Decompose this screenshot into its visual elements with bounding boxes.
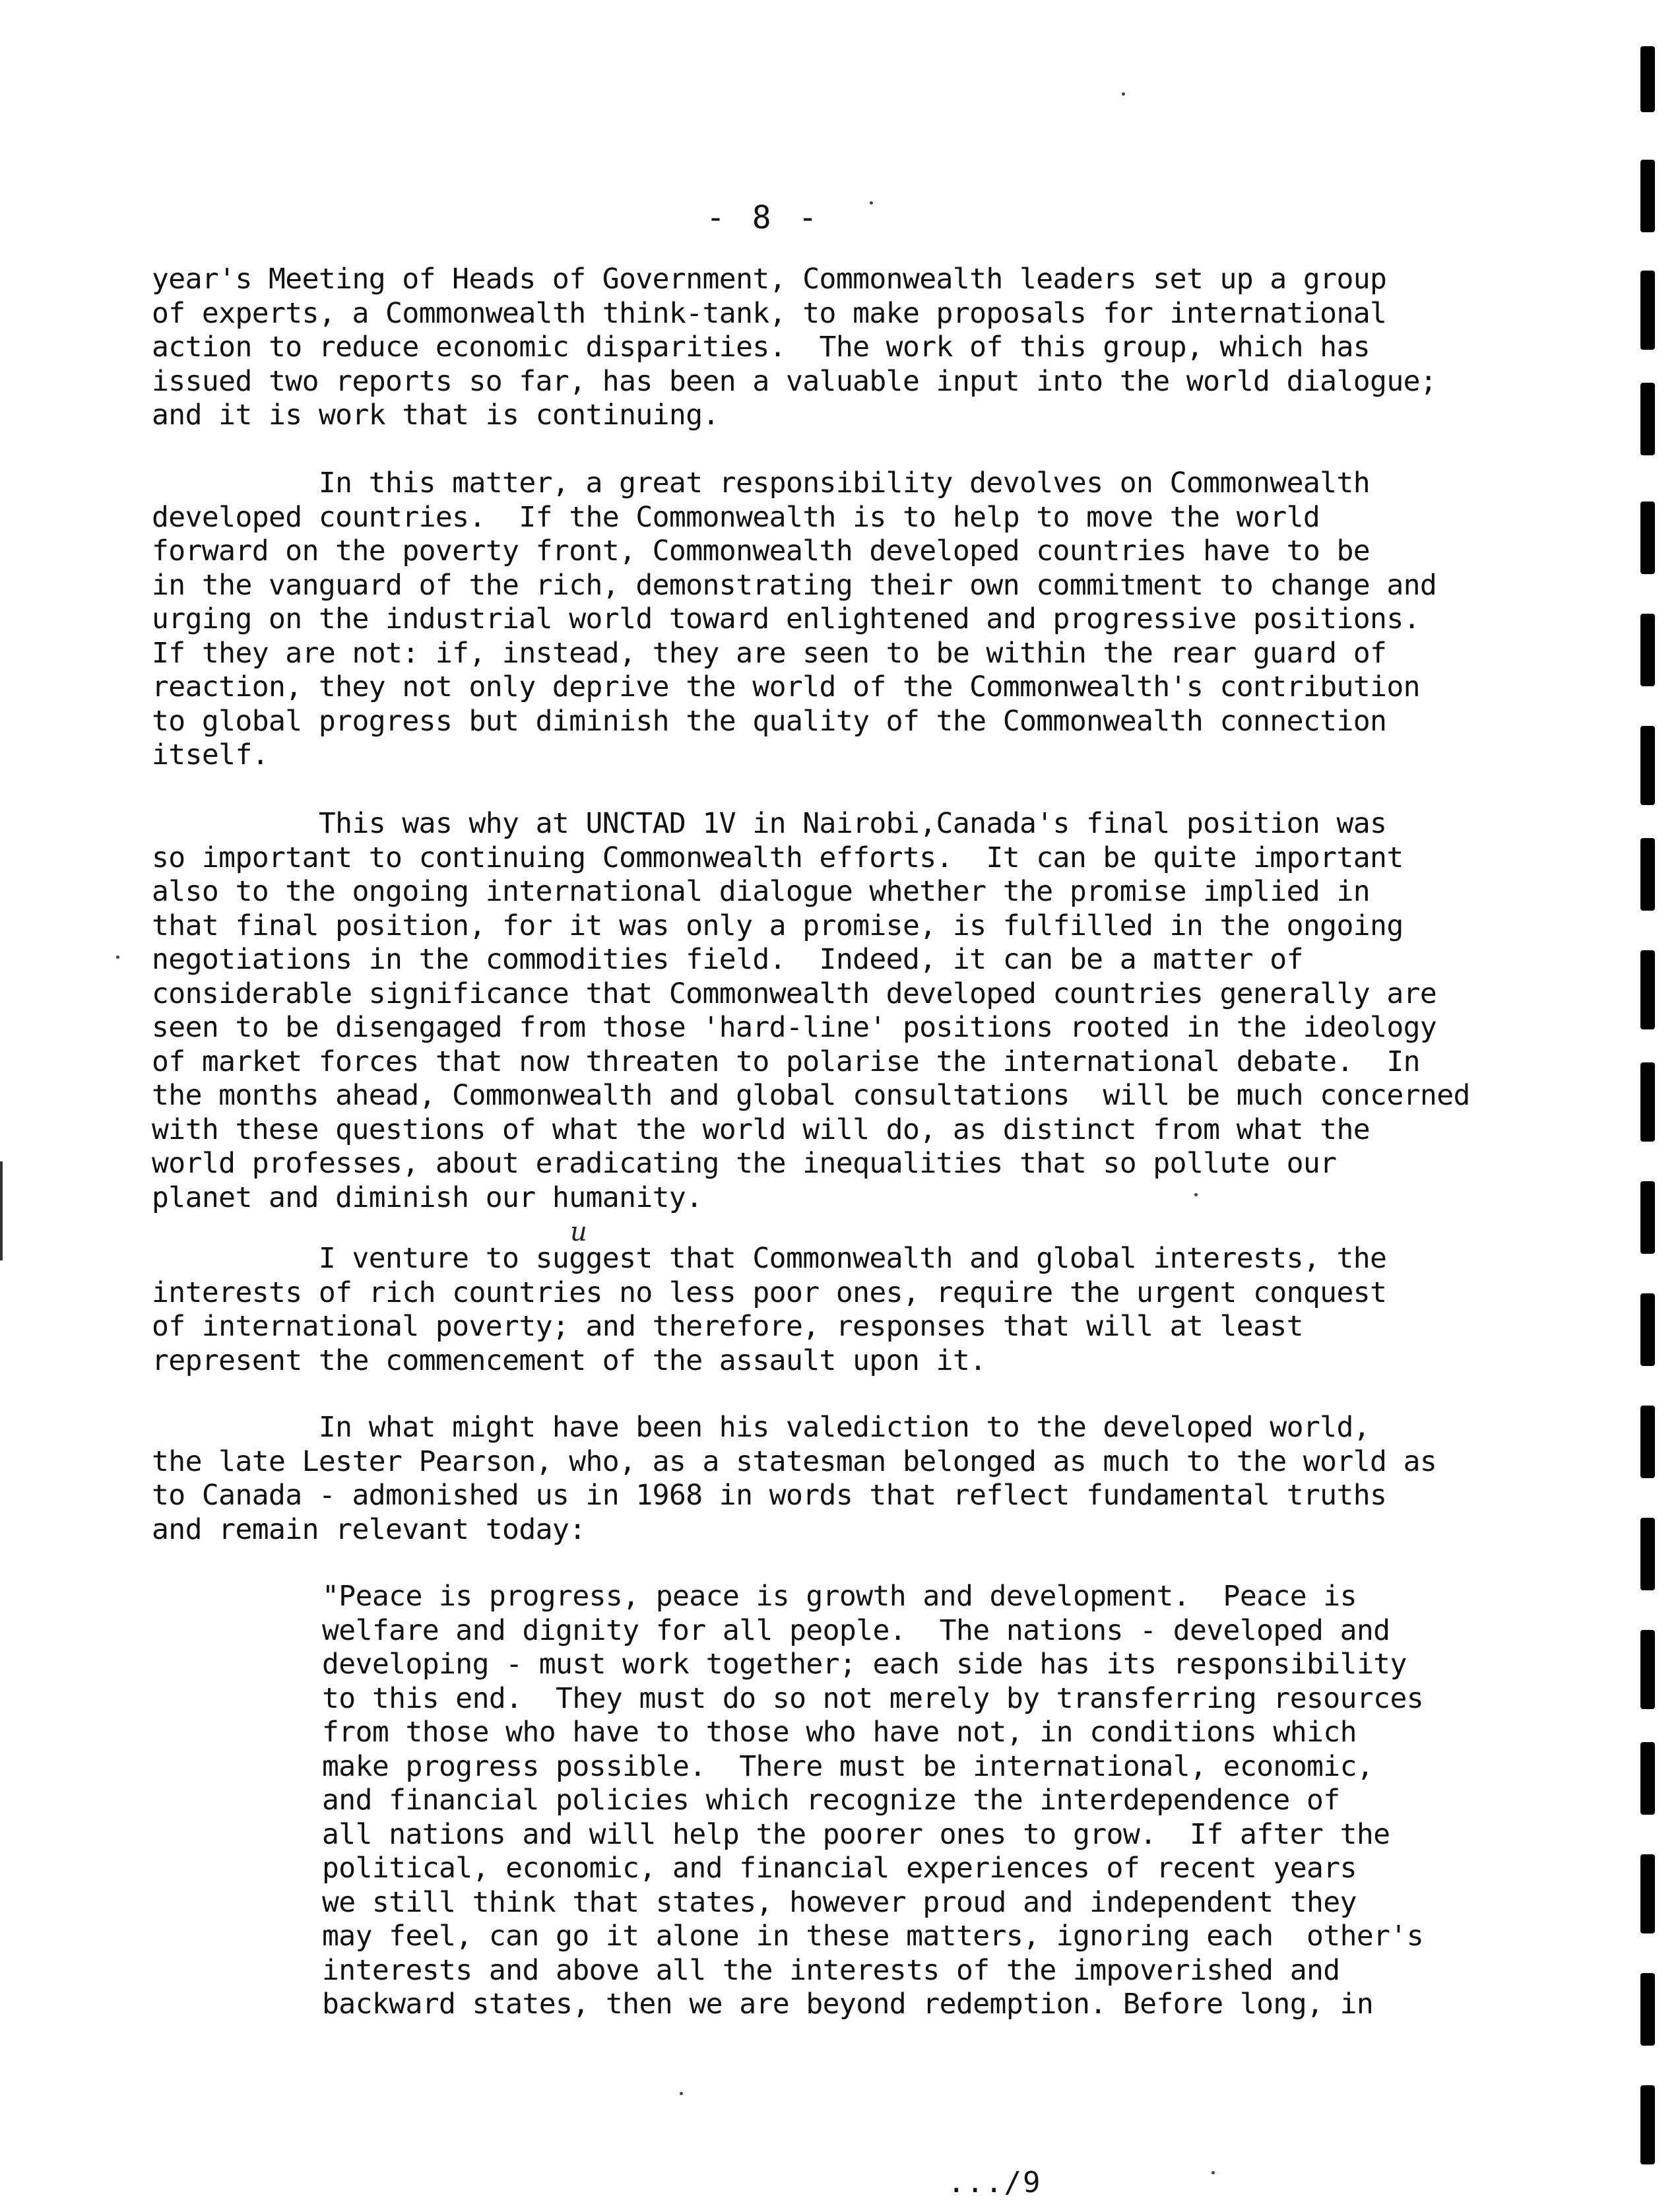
binding-mark: [1640, 502, 1655, 574]
handwritten-margin-note: u: [570, 1217, 587, 1247]
paragraph-global-interests: I venture to suggest that Commonwealth and global interests, the interests of rich countries no less poor ones, require the urgent conquest of international poverty; and therefore, responses that will at least represent the commencement of the assault upon it.: [152, 1242, 1387, 1377]
binding-mark: [1640, 1742, 1655, 1815]
scan-speck: [680, 2092, 683, 2095]
pearson-block-quote: "Peace is progress, peace is growth and development. Peace is welfare and dignity for all people. The nations - developed and developing - must work together; each side has its responsibility to this end. They must do so not merely by transferring resources from those who have to those who have not, in conditions which make progress possible. There must be international, economic, and financial policies which recognize the interdependence of all nations and will help the poorer ones to grow. If after the political, economic, and financial experiences of recent years we still think that states, however proud and independent they may feel, can go it alone in these matters, ignoring each other's interests and above all the interests of the impoverished and backward states, then we are beyond redemption. Before long, in: [322, 1580, 1424, 2021]
page-number: - 8 -: [706, 199, 822, 236]
binding-mark: [1640, 1854, 1655, 1933]
binding-mark: [1640, 614, 1655, 686]
binding-mark: [1640, 950, 1655, 1029]
scan-edge-line: [0, 1161, 3, 1260]
binding-mark: [1640, 383, 1655, 455]
paragraph-unctad-nairobi: This was why at UNCTAD 1V in Nairobi,Canada's final position was so important to continuing Commonwealth efforts. It can be quite important also to the ongoing international dialogue whether the promise implied in that final position, for it was only a promise, is fulfilled in the ongoing negotiations in the commodities field. Indeed, it can be a matter of considerable significance that Commonwealth developed countries generally are seen to be disengaged from those 'hard-line' positions rooted in the ideology of market forces that now threaten to polarise the international debate. In the months ahead, Commonwealth and global consultations will be much concerned with these questions of what the world will do, as distinct from what the world professes, about eradicating the inequalities that so pollute our planet and diminish our humanity.: [152, 807, 1470, 1214]
binding-mark: [1640, 1181, 1655, 1254]
scan-speck: [1194, 1193, 1198, 1196]
binding-mark: [1640, 1973, 1655, 2046]
binding-mark: [1640, 2085, 1655, 2164]
paragraph-commonwealth-experts: year's Meeting of Heads of Government, Commonwealth leaders set up a group of experts, a Commonwealth think-tank, to make proposals for international action to reduce economic disparities. The work of this group, which has issued two reports so far, has been a valuable input into the world dialogue; and it is work that is continuing.: [152, 263, 1437, 432]
binding-mark: [1640, 1406, 1655, 1478]
binding-mark: [1640, 271, 1655, 350]
binding-mark: [1640, 1293, 1655, 1366]
binding-mark: [1640, 1630, 1655, 1709]
scan-speck: [870, 201, 873, 205]
paragraph-developed-countries-responsibility: In this matter, a great responsibility devolves on Commonwealth developed countries. If the Commonwealth is to help to move the world forward on the poverty front, Commonwealth developed countries have to be in the vanguard of the rich, demonstrating their own commitment to change and urging on the industrial world toward enlightened and progressive positions. If they are not: if, instead, they are seen to be within the rear guard of reaction, they not only deprive the world of the Commonwealth's contribution to global progress but diminish the quality of the Commonwealth connection itself.: [152, 467, 1437, 771]
binding-mark: [1640, 46, 1655, 112]
binding-mark: [1640, 726, 1655, 805]
continuation-marker: .../9: [948, 2166, 1042, 2199]
binding-mark: [1640, 160, 1655, 232]
paragraph-lester-pearson: In what might have been his valediction to the developed world, the late Lester Pearson, who, as a statesman belonged as much to the world as to Canada - admonished us in 1968 in words that reflect fundamental truths and remain relevant today:: [152, 1411, 1437, 1546]
binding-mark: [1640, 1518, 1655, 1590]
scan-speck: [116, 956, 119, 959]
scan-speck: [1122, 92, 1125, 96]
scan-speck: [1212, 2171, 1215, 2174]
binding-mark: [1640, 1062, 1655, 1142]
binding-mark: [1640, 838, 1655, 911]
